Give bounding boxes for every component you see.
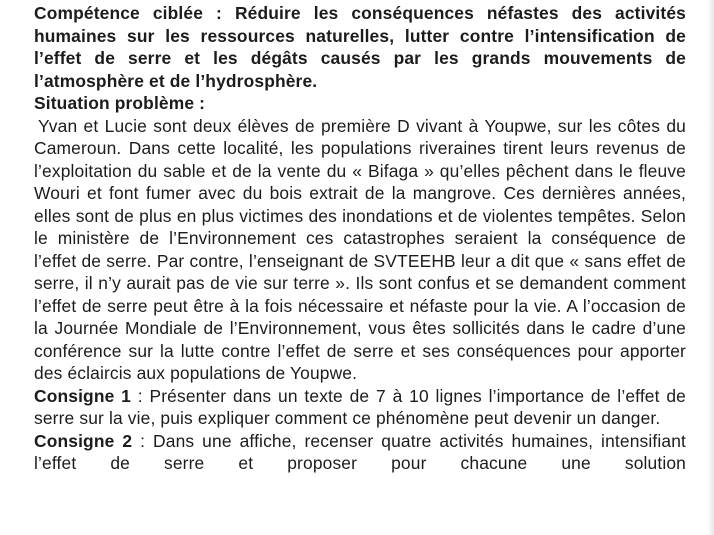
consigne-2-label: Consigne 2 (34, 430, 133, 451)
consigne-1-text: : Présenter dans un texte de 7 à 10 lignes l’importance de l’effet de serre sur la vie, puis expliquer comment ce phénomène peut devenir un danger. (34, 385, 686, 428)
consigne-2-text: : Dans une affiche, recenser quatre activités humaines, intensifiant l’effet de serre et proposer pour chacune une solution (34, 430, 686, 473)
situation-title: Situation problème : (34, 93, 206, 113)
document-page (34, 2, 686, 475)
page-edge-shadow (708, 0, 714, 535)
consigne-1-paragraph (34, 385, 686, 430)
situation-paragraph: Yvan et Lucie sont deux élèves de première D vivant à Youpwe, sur les côtes du Cameroun. Dans cette localité, les populations riveraines tirent leurs revenus de l’exploitation du sable et de la vente du « Bifaga » qu’elles pêchent dans le fleuve Wouri et font fumer avec du bois extrait de la mangrove. Ces dernières années, elles sont de plus en plus victimes des inondations et de violentes tempêtes. Selon le ministère de l’Environnement ces catastrophes seraient la conséquence de l’effet de serre. Par contre, l’enseignant de SVTEEHB leur a dit que « sans effet de serre, il n’y aurait pas de vie sur terre ». Ils sont confus et se demandent comment l’effet de serre peut être à la fois nécessaire et néfaste pour la vie. A l’occasion de la Journée Mondiale de l’Environnement, vous êtes sollicités dans le cadre d’une conférence sur la lutte contre l’effet de serre et ses conséquences pour apporter des éclaircis aux populations de Youpwe. (34, 115, 686, 383)
consigne-2-paragraph (34, 430, 686, 475)
consigne-1-label: Consigne 1 (34, 385, 131, 406)
competence-paragraph: Compétence ciblée : Réduire les conséquences néfastes des activités humaines sur les ressources naturelles, lutter contre l’intensification de l’effet de serre et les dégâts causés par les grands mouvements de l’atmosphère et de l’hydrosphère. (34, 3, 686, 91)
